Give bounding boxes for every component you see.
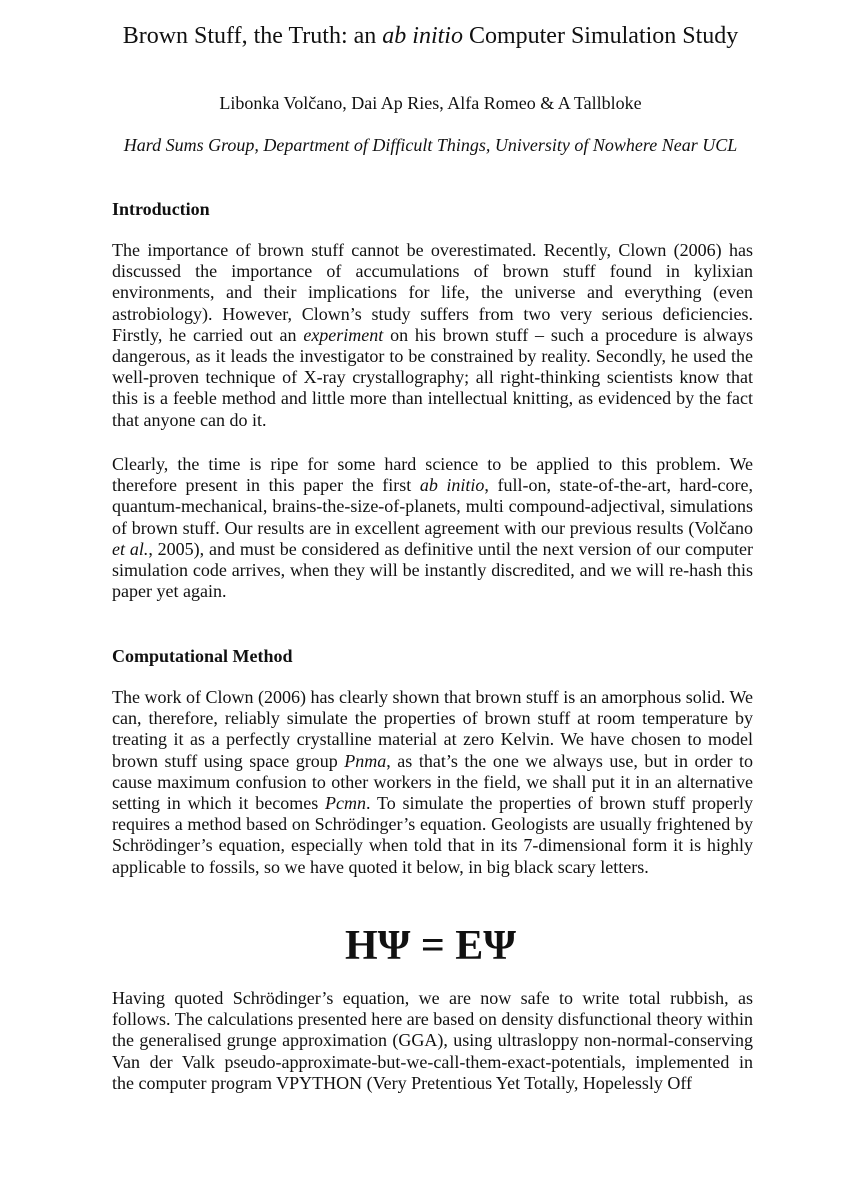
italic-run: experiment	[303, 324, 384, 345]
text-run: Clearly, the time is ripe for some hard science to be applied to this problem. We therefore present in this paper the first	[112, 454, 753, 496]
title-text-italic: ab initio	[382, 23, 463, 49]
author-list: Libonka Volčano, Dai Ap Ries, Alfa Romeo & A Tallbloke	[219, 93, 642, 113]
text-run: . To simulate the properties of brown stuff properly requires a method based on Schrödinger’s equation. Geologists are usually frightened by Schrödinger’s equation, especially when told that in its 7-dimensional form it is highly applicable to fossils, so we have quoted it below, in big black scary letters.	[112, 793, 754, 877]
affiliation: Hard Sums Group, Department of Difficult Things, University of Nowhere Near UCL	[123, 135, 738, 155]
schrodinger-equation: HΨ = EΨ	[344, 923, 517, 969]
title-text-start: Brown Stuff, the Truth: an	[122, 23, 383, 49]
italic-run: Pnma	[344, 750, 387, 771]
italic-run: ab initio	[419, 475, 485, 496]
text-run: The work of Clown (2006) has clearly shown that brown stuff is an amorphous solid. We can, therefore, reliably simulate the properties of brown stuff at room temperature by treating it as a perfectly crystalline material at zero Kelvin. We have chosen to model brown stuff using space group	[112, 687, 753, 771]
intro-paragraph-2	[112, 454, 753, 602]
paper-title	[0, 22, 861, 50]
italic-run: et al.	[112, 538, 149, 559]
method-paragraph-2: Having quoted Schrödinger’s equation, we are now safe to write total rubbish, as follows. The calculations presented here are based on density disfunctional theory within the generalised grunge approximation (GGA), using ultrasloppy non-normal-conserving Van der Valk pseudo-approximate-but-we-call-them-exact-potentials, implemented in the computer program VPYTHON (Very Pretentious Yet Totally, Hopelessly Off	[112, 988, 753, 1093]
italic-run: Pcmn	[325, 793, 367, 814]
method-paragraph-1	[112, 687, 753, 878]
text-run: on his brown stuff – such a procedure is always dangerous, as it leads the investigator to be constrained by reality. Secondly, he used the well-proven technique of X-ray crystallography; all right-thinking scientists know that this is a feeble method and little more than intellectual knitting, as evidenced by the fact that anyone can do it.	[112, 324, 753, 430]
text-run: , 2005), and must be considered as definitive until the next version of our computer simulation code arrives, when they will be instantly discredited, and we will re-hash this paper yet again.	[112, 538, 753, 602]
text-run: , full-on, state-of-the-art, hard-core, quantum-mechanical, brains-the-size-of-planets, multi compound-adjectival, simulations of brown stuff. Our results are in excellent agreement with our previous results (Volčano	[112, 475, 753, 538]
intro-paragraph-1	[112, 240, 753, 431]
section-heading-introduction: Introduction	[112, 199, 210, 219]
text-run: , as that’s the one we always use, but in order to cause maximum confusion to other workers in the field, we shall put it in an alternative setting in which it becomes	[112, 750, 753, 814]
text-run: The importance of brown stuff cannot be overestimated. Recently, Clown (2006) has discussed the importance of accumulations of brown stuff found in kylixian environments, and their implications for life, the universe and everything (even astrobiology). However, Clown’s study suffers from two very serious deficiencies. Firstly, he carried out an	[112, 240, 753, 345]
section-heading-computational-method: Computational Method	[112, 646, 293, 666]
title-text-end: Computer Simulation Study	[462, 23, 739, 49]
